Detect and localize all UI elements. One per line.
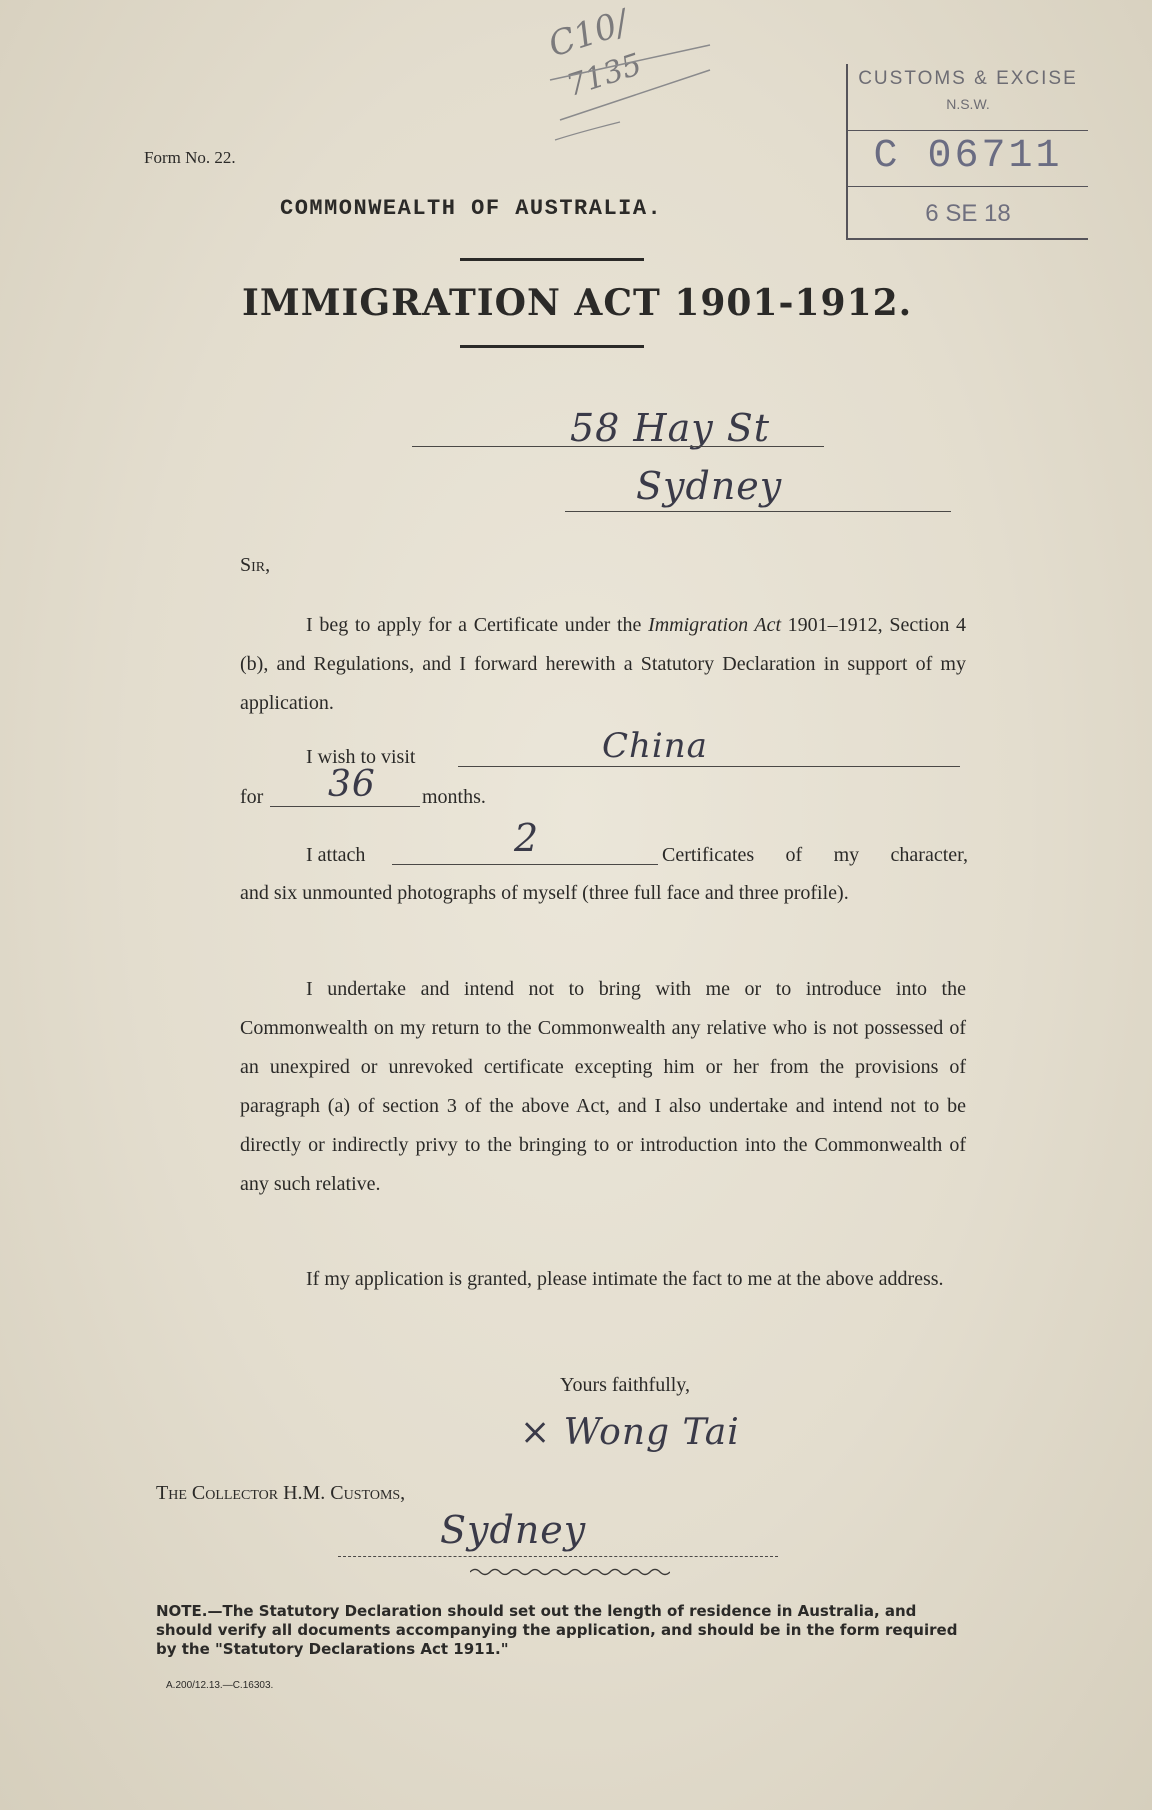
- visit-destination: China: [602, 726, 708, 766]
- address-city: Sydney: [636, 464, 783, 508]
- addressee-city: Sydney: [440, 1508, 587, 1552]
- act-title: IMMIGRATION ACT 1901-1912.: [242, 282, 913, 324]
- addressee: The Collector H.M. Customs,: [156, 1482, 406, 1504]
- heading-rule-top: [460, 258, 644, 261]
- customs-stamp: [846, 64, 1088, 240]
- address-street: 58 Hay St: [570, 406, 771, 450]
- heading-rule-bottom: [460, 345, 644, 348]
- visit-line: [458, 766, 960, 767]
- salutation: Sir,: [240, 554, 271, 576]
- photographs-text: and six unmounted photographs of myself (three full face and three profile).: [240, 882, 849, 904]
- addressee-line: [338, 1556, 778, 1557]
- visit-label: I wish to visit: [306, 746, 416, 768]
- address-line-2: [565, 511, 951, 512]
- stamp-date: 6 SE 18: [925, 200, 1011, 227]
- certificates-text: Certificates of my character,: [662, 844, 968, 866]
- stamp-number: C 06711: [873, 134, 1063, 179]
- address-line-1: [412, 446, 824, 447]
- pencil-note-reference: 7135: [562, 47, 646, 104]
- closing: Yours faithfully,: [560, 1374, 691, 1396]
- stamp-state: N.S.W.: [946, 96, 990, 112]
- act-name: Immigration Act: [648, 614, 782, 636]
- attach-label: I attach: [306, 844, 366, 866]
- para1-start: I beg to apply for a Certificate under the: [306, 614, 649, 636]
- attach-count: 2: [514, 816, 540, 860]
- application-paragraph: [240, 606, 966, 723]
- request-paragraph: If my application is granted, please intimate the fact to me at the above address.: [306, 1268, 944, 1290]
- country-heading: COMMONWEALTH OF AUSTRALIA.: [280, 196, 663, 221]
- printer-code: A.200/12.13.—C.16303.: [166, 1680, 274, 1691]
- para1-end: 1901–1912, Section 4 (b), and Regulations, and I forward herewith a Statutory Declaration in support of my application.: [240, 614, 966, 714]
- stamp-office: CUSTOMS & EXCISE: [858, 68, 1078, 89]
- for-label: for: [240, 786, 264, 808]
- signature: × Wong Tai: [520, 1412, 740, 1453]
- statutory-note: NOTE.—The Statutory Declaration should set out the length of residence in Australia, and should verify all documents accompanying the application, and should be in the form required by the "Statutory Declarations Act 1911.": [156, 1602, 958, 1658]
- months-label: months.: [422, 786, 486, 808]
- wavy-divider: [470, 1566, 670, 1578]
- attach-line: [392, 864, 658, 865]
- form-number: Form No. 22.: [144, 148, 236, 167]
- months-value: 36: [328, 764, 376, 805]
- months-line: [270, 806, 420, 807]
- undertaking-paragraph: I undertake and intend not to bring with me or to introduce into the Commonwealth on my return to the Commonwealth any relative who is not possessed of an unexpired or unrevoked certificate excepting him or her from the provisions of paragraph (a) of section 3 of the above Act, and I also undertake and intend not to be directly or indirectly privy to the bringing to or introduction into the Commonwealth of any such relative.: [240, 978, 966, 1195]
- pencil-note-file-number: C10/: [543, 2, 633, 66]
- pencil-strokes: [540, 40, 720, 150]
